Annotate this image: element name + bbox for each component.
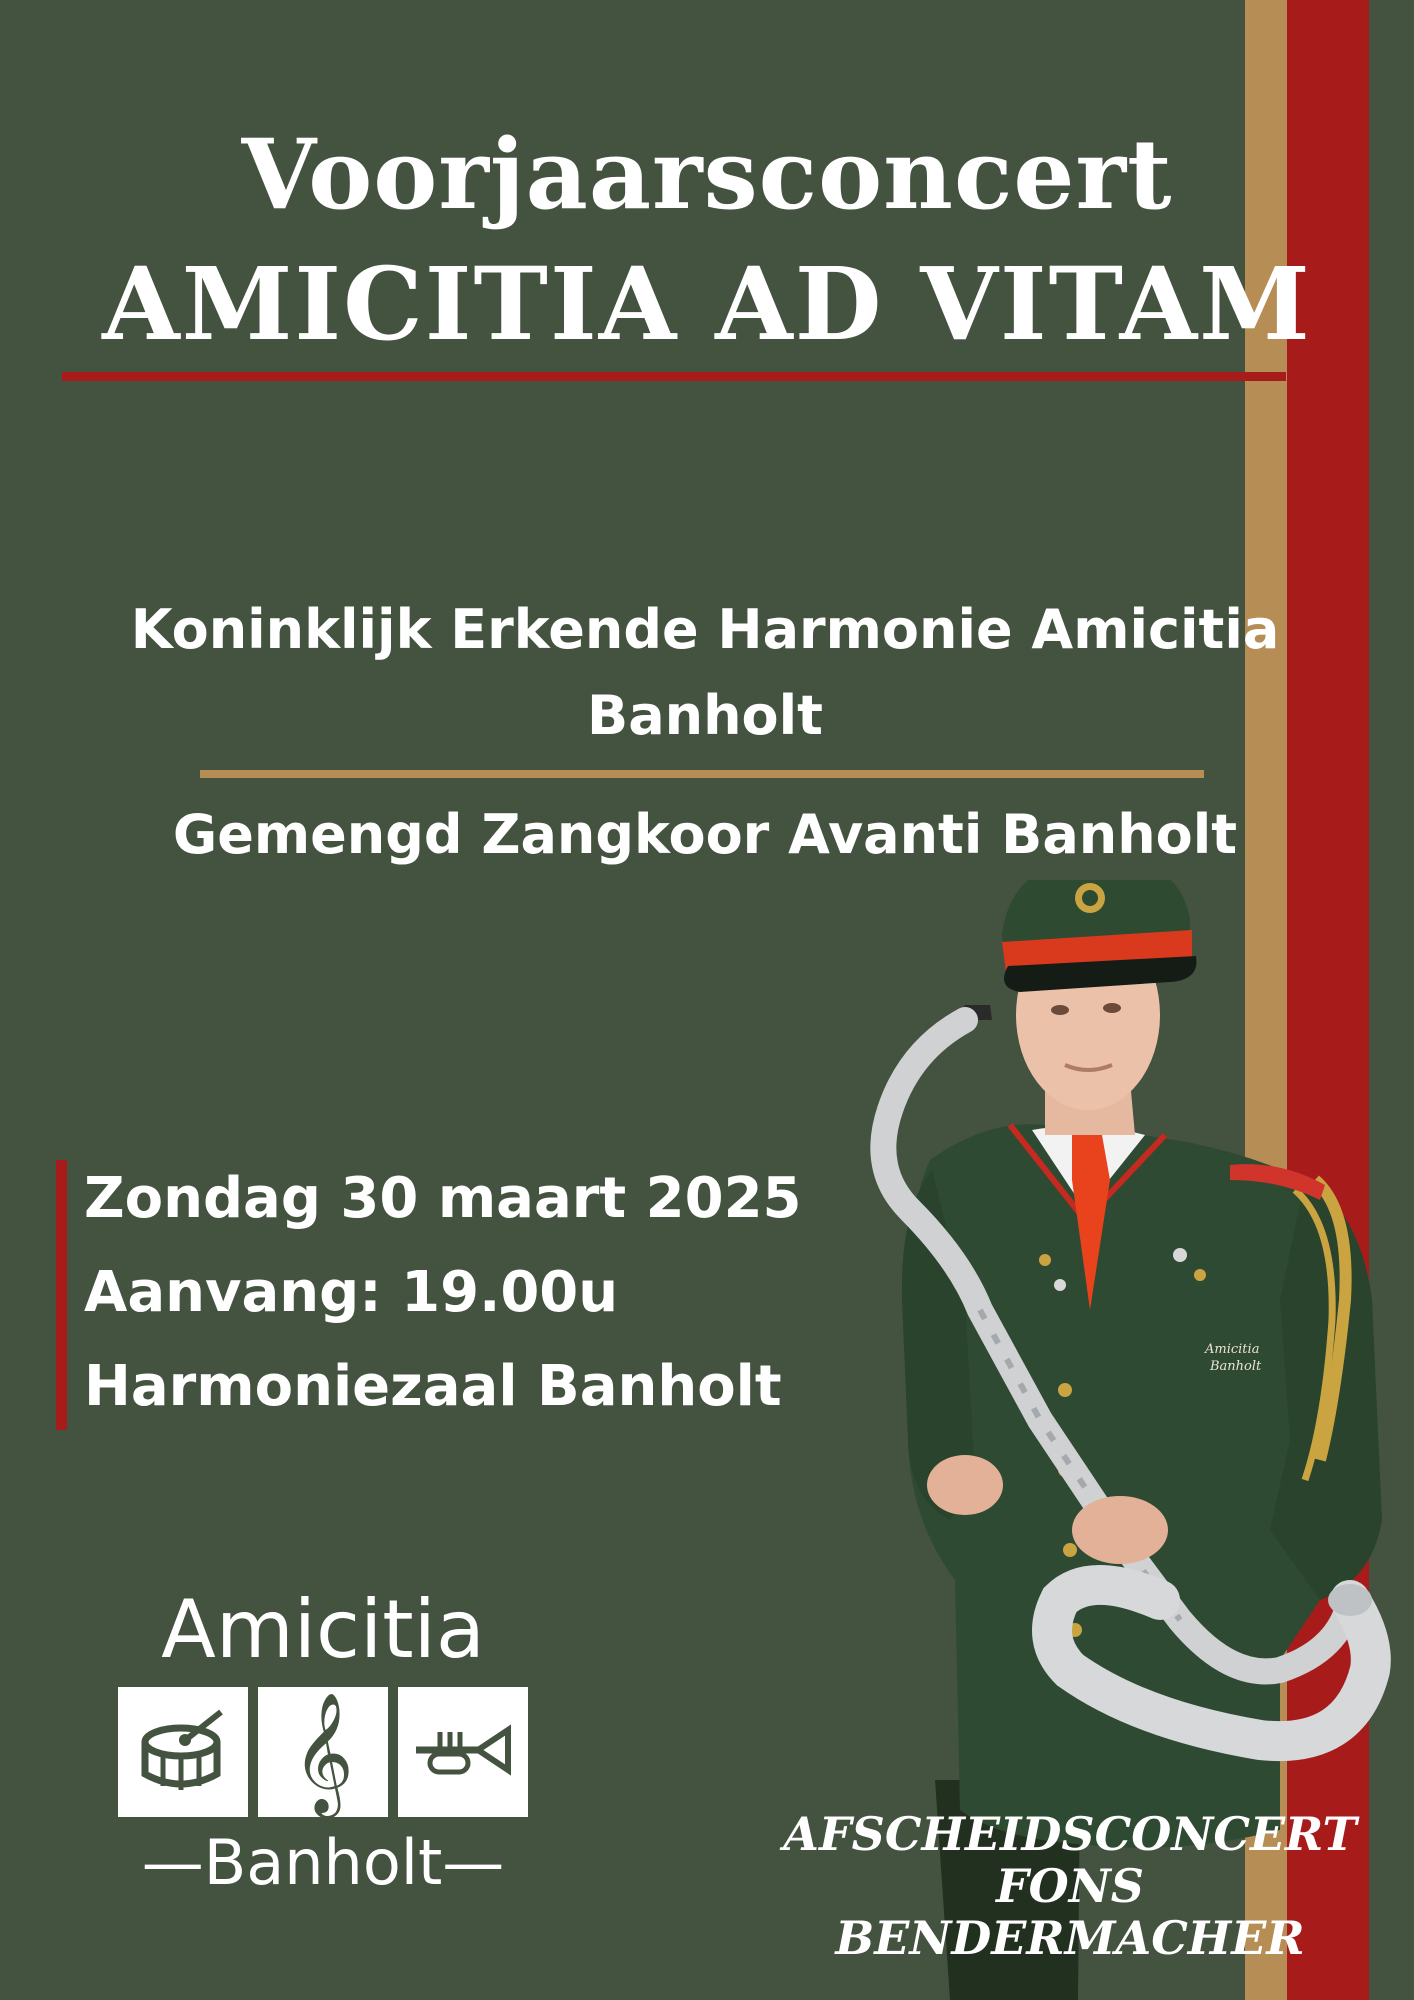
farewell-concert-text	[735, 1808, 1405, 1964]
details-accent-bar	[56, 1160, 67, 1430]
farewell-line-3: BENDERMACHER	[835, 1911, 1305, 1965]
drum-icon	[118, 1687, 248, 1817]
organizer-zangkoor: Gemengd Zangkoor Avanti Banholt	[172, 803, 1238, 866]
event-start-time: Aanvang: 19.00u	[84, 1260, 619, 1325]
poster-title: Voorjaarsconcert	[241, 118, 1173, 231]
treble-clef-icon: 𝄞	[258, 1687, 388, 1817]
logo-tiles	[118, 1687, 528, 1817]
poster-subtitle: AMICITIA AD VITAM	[102, 245, 1312, 363]
jacket-text-amicitia: Amicitia	[1205, 1342, 1260, 1357]
farewell-line-1: AFSCHEIDSCONCERT	[783, 1807, 1357, 1861]
title-divider	[62, 372, 1286, 381]
organizer-divider	[200, 770, 1204, 778]
farewell-line-2: FONS	[996, 1859, 1144, 1913]
trumpet-icon	[398, 1687, 528, 1817]
logo-text-banholt: —Banholt—	[141, 1826, 505, 1899]
event-date: Zondag 30 maart 2025	[84, 1166, 802, 1231]
logo-text-amicitia: Amicitia	[161, 1583, 485, 1676]
event-venue: Harmoniezaal Banholt	[84, 1354, 782, 1419]
amicitia-logo	[118, 1585, 528, 1903]
organizer-harmonie: Koninklijk Erkende Harmonie Amicitia Banholt	[130, 598, 1280, 747]
jacket-text-banholt: Banholt	[1210, 1359, 1262, 1374]
